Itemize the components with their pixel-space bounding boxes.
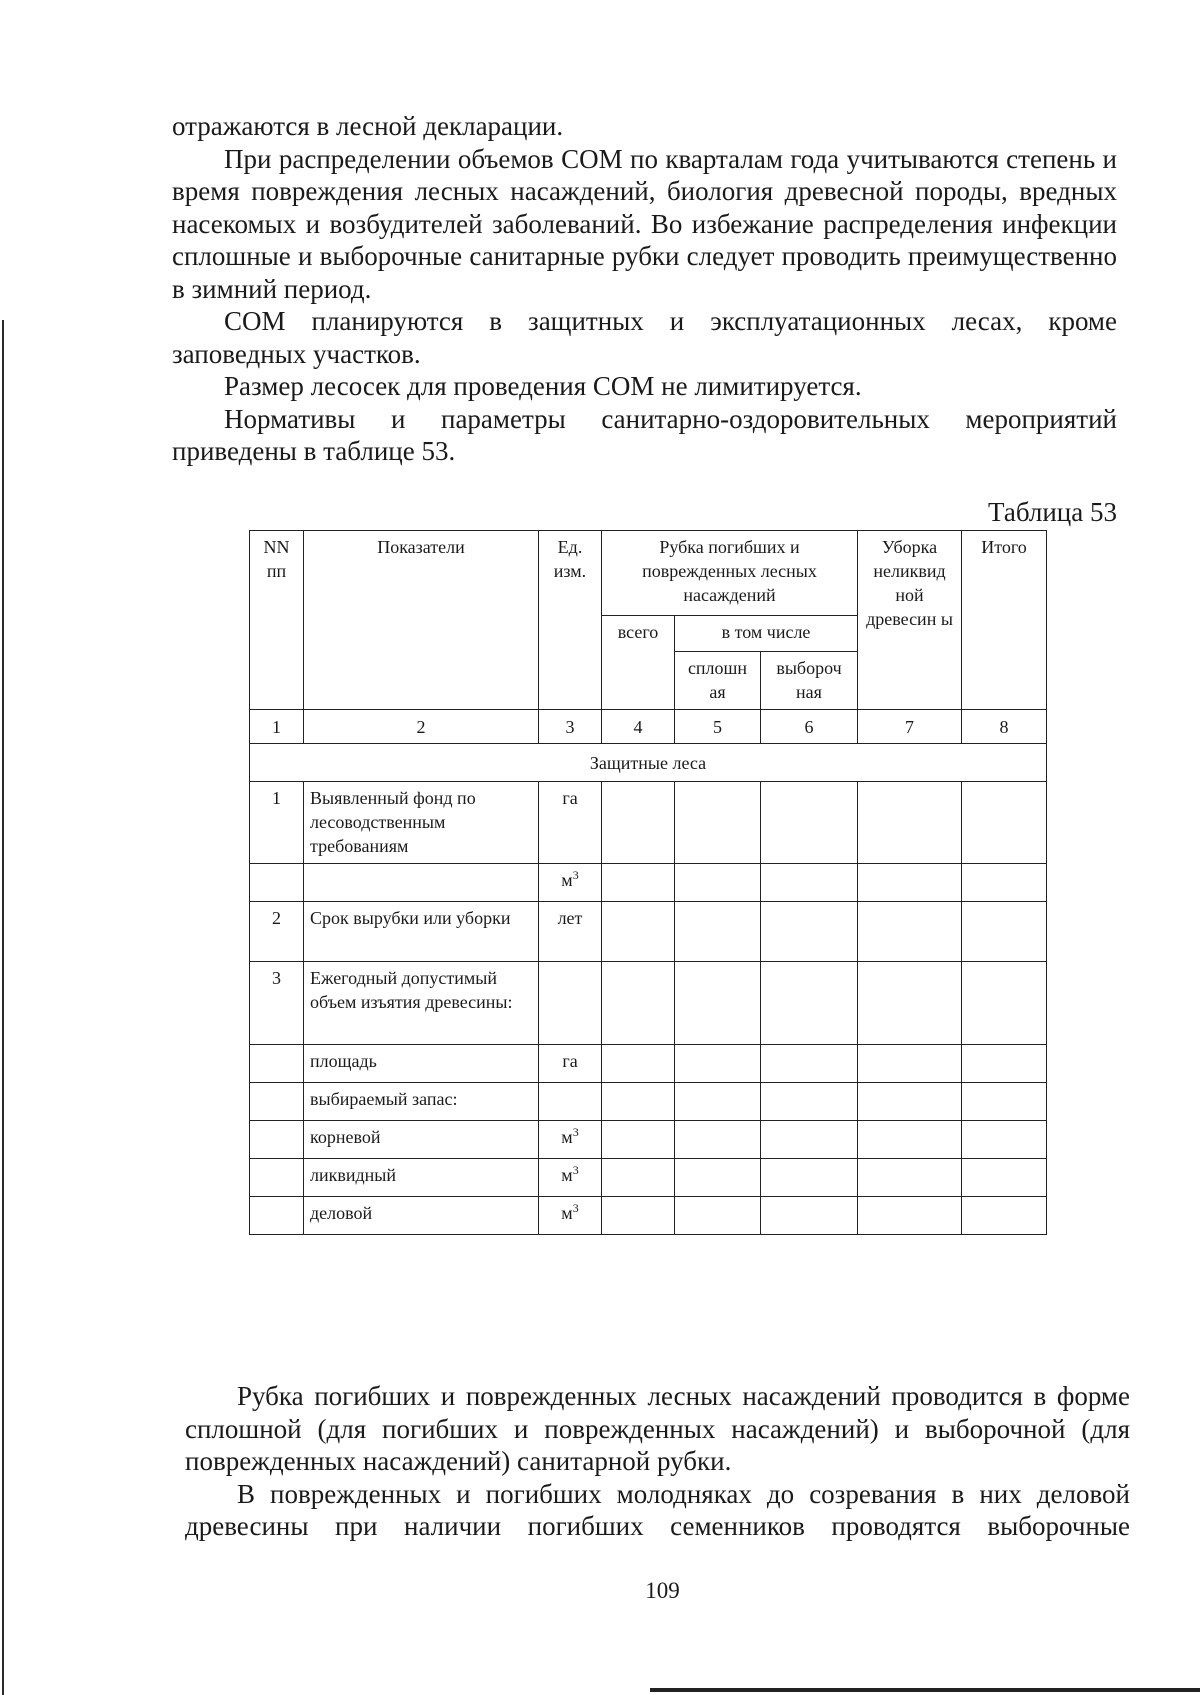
row-num: 1 xyxy=(250,782,304,864)
row-unit: га xyxy=(539,1045,602,1083)
table-row xyxy=(250,902,1047,962)
row-num xyxy=(250,1083,304,1121)
header-nn: NN пп xyxy=(250,531,304,710)
table-row xyxy=(250,1083,1047,1121)
scan-border-bottom xyxy=(650,1688,1200,1692)
header-indicators: Показатели xyxy=(304,531,539,710)
table-row xyxy=(250,1121,1047,1159)
row-unit: $м^3$ xyxy=(539,1159,602,1197)
row-indicator: деловой xyxy=(304,1197,539,1235)
text-bottom xyxy=(185,1380,1130,1543)
header-selective: выбороч ная xyxy=(761,652,858,710)
table-row xyxy=(250,1045,1047,1083)
column-number: 2 xyxy=(304,710,539,744)
row-unit: $м^3$ xyxy=(539,1197,602,1235)
paragraph-planning: СОМ планируются в защитных и эксплуатационных лесах, кроме заповедных участков. xyxy=(172,306,1117,369)
row-unit xyxy=(539,962,602,1045)
row-num xyxy=(250,1045,304,1083)
column-number: 8 xyxy=(962,710,1047,744)
paragraph-felling-form: Рубка погибших и поврежденных лесных насаждений проводится в форме сплошной (для погибших и поврежденных насаждений) и выборочной (для поврежденных насаждений) санитарной рубки. xyxy=(185,1381,1130,1476)
row-unit: $м^3$ xyxy=(539,1121,602,1159)
header-sum: Итого xyxy=(962,531,1047,710)
row-num: 2 xyxy=(250,902,304,962)
paragraph-size: Размер лесосек для проведения СОМ не лимитируется. xyxy=(224,371,862,401)
paragraph-norms: Нормативы и параметры санитарно-оздоровительных мероприятий приведены в таблице 53. xyxy=(172,403,1117,466)
row-unit: га xyxy=(539,782,602,864)
header-clear: сплошн ая xyxy=(675,652,761,710)
row-num xyxy=(250,1121,304,1159)
text-top xyxy=(172,110,1117,468)
row-unit: лет xyxy=(539,902,602,962)
page-number: 109 xyxy=(645,1578,680,1603)
table-53 xyxy=(249,530,1047,1235)
column-number: 6 xyxy=(761,710,858,744)
column-number: 4 xyxy=(602,710,675,744)
table-caption: Таблица 53 xyxy=(988,497,1117,527)
row-indicator: выбираемый запас: xyxy=(304,1083,539,1121)
table-row xyxy=(250,782,1047,864)
column-number: 1 xyxy=(250,710,304,744)
header-felling: Рубка погибших и поврежденных лесных насаждений xyxy=(602,531,858,616)
row-indicator xyxy=(304,864,539,902)
table-row xyxy=(250,1159,1047,1197)
section-title: Защитные леса xyxy=(250,744,1047,782)
header-cleanup: Уборка неликвид ной древесин ы xyxy=(858,531,962,710)
column-number: 7 xyxy=(858,710,962,744)
row-indicator: Срок вырубки или уборки xyxy=(304,902,539,962)
paragraph-distribution: При распределении объемов СОМ по кварталам года учитываются степень и время повреждения лесных насаждений, биология древесной породы, вредных насекомых и возбудителей заболеваний. Во избежание распределения инфекции сплошные и выборочные санитарные рубки следует проводить преимущественно в зимний период. xyxy=(172,143,1117,304)
row-indicator: ликвидный xyxy=(304,1159,539,1197)
row-num xyxy=(250,1197,304,1235)
column-number: 5 xyxy=(675,710,761,744)
scan-border-left xyxy=(2,320,4,1695)
table-row xyxy=(250,1197,1047,1235)
header-unit: Ед. изм. xyxy=(539,531,602,710)
table-row xyxy=(250,864,1047,902)
header-total: всего xyxy=(602,616,675,710)
column-number: 3 xyxy=(539,710,602,744)
paragraph-continuation: отражаются в лесной декларации. xyxy=(172,111,564,141)
row-num xyxy=(250,1159,304,1197)
row-num xyxy=(250,864,304,902)
row-indicator: Ежегодный допустимый объем изъятия древесины: xyxy=(304,962,539,1045)
row-indicator: площадь xyxy=(304,1045,539,1083)
row-indicator: корневой xyxy=(304,1121,539,1159)
header-including: в том числе xyxy=(675,616,858,652)
table-row xyxy=(250,962,1047,1045)
row-unit: $м^3$ xyxy=(539,864,602,902)
paragraph-young-stands: В поврежденных и погибших молодняках до созревания в них деловой древесины при наличии погибших семенников проводятся выборочные xyxy=(185,1478,1130,1541)
row-indicator: Выявленный фонд по лесоводственным требованиям xyxy=(304,782,539,864)
row-num: 3 xyxy=(250,962,304,1045)
row-unit xyxy=(539,1083,602,1121)
